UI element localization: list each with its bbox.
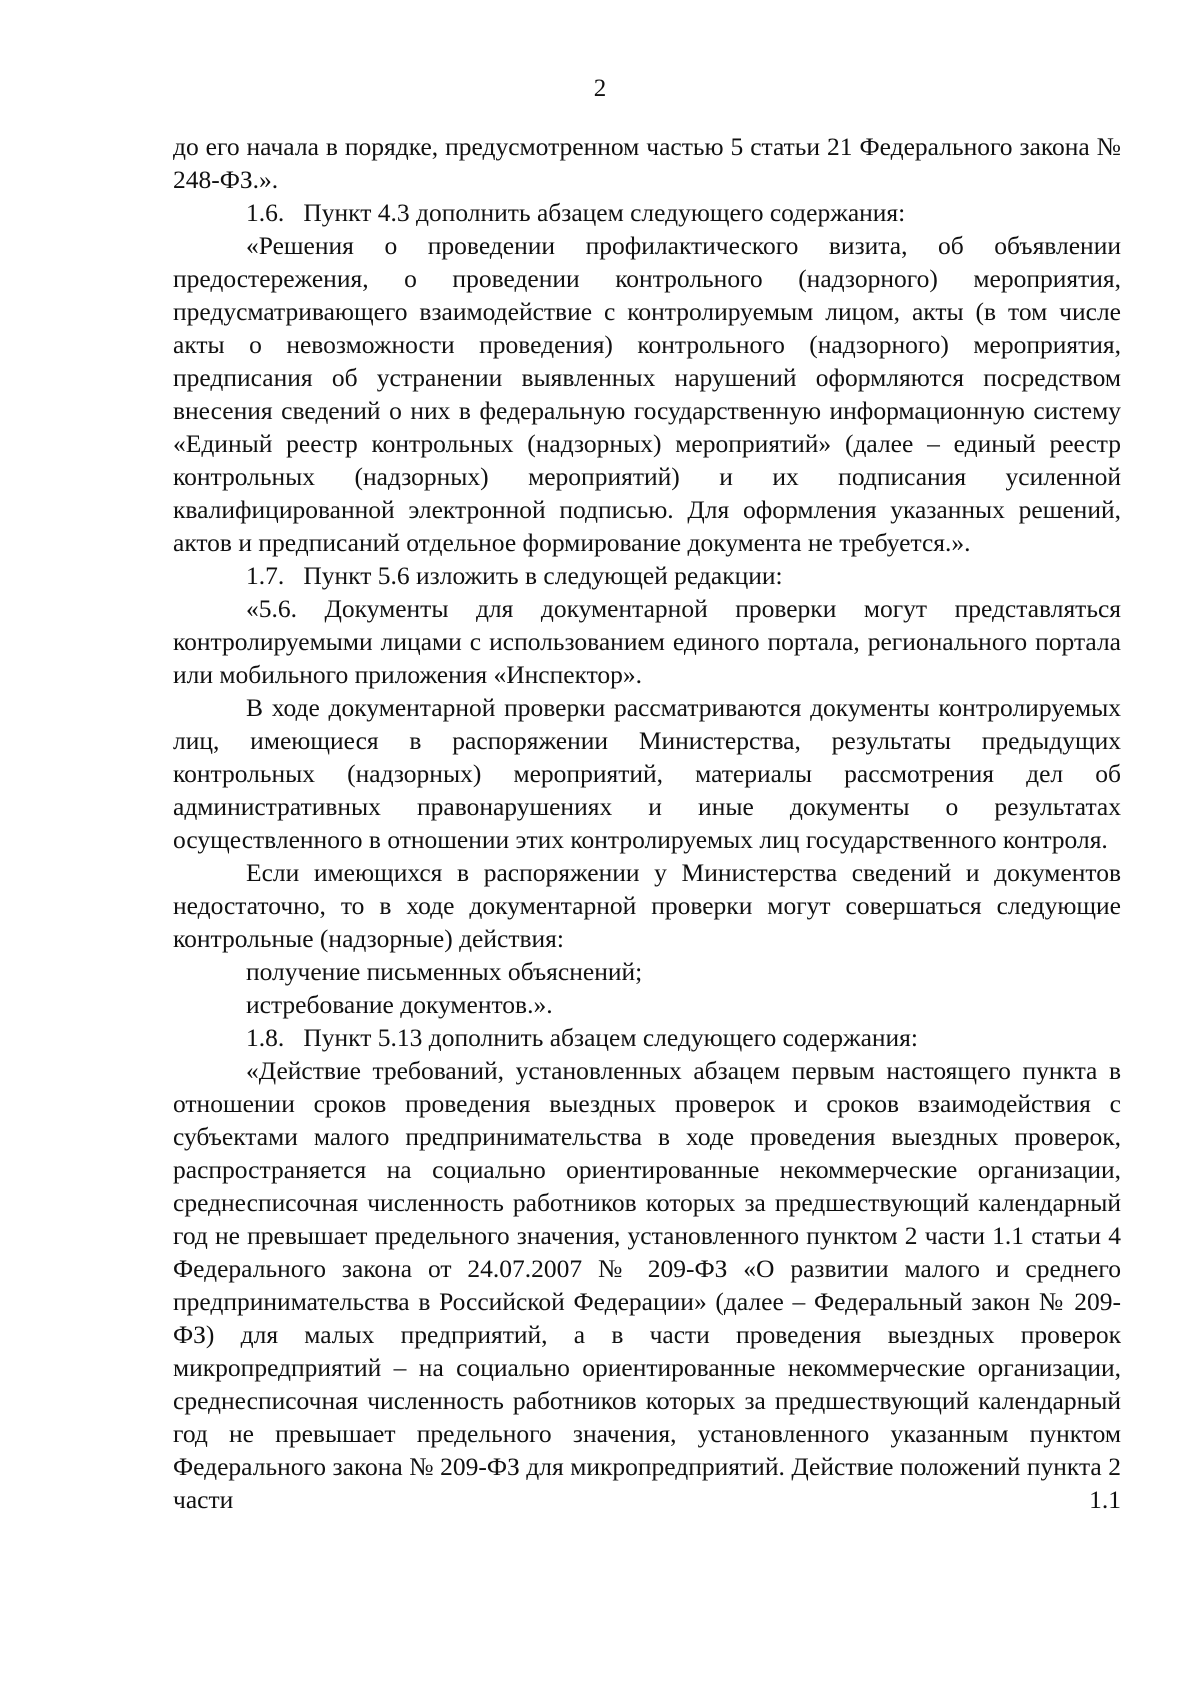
paragraph-insufficient-documents: Если имеющихся в распоряжении у Министерства сведений и документов недостаточно, то в ходе документарной проверки могут совершаться следующие контрольные (надзорные) действия: [173,858,1121,953]
page-number: 2 [593,75,607,102]
paragraph-documentary-review: В ходе документарной проверки рассматриваются документы контролируемых лиц, имеющиеся в распоряжении Министерства, результаты предыдущих контрольных (надзорных) мероприятий, материалы рассмотрения дел об административных правонарушениях и иные документы о результатах осуществленного в отношении этих контролируемых лиц государственного контроля. [173,693,1121,854]
paragraph-continuation: до его начала в порядке, предусмотренном частью 5 статьи 21 Федерального закона № 248-ФЗ.». [173,132,1121,194]
list-item-documents-request: истребование документов.». [246,990,553,1019]
paragraph-item-1-7: 1.7. Пункт 5.6 изложить в следующей редакции: [246,561,783,590]
paragraph-item-1-6: 1.6. Пункт 4.3 дополнить абзацем следующего содержания: [246,198,906,227]
document-body [173,130,1121,1516]
paragraph-quote-5-6: «5.6. Документы для документарной проверки могут представляться контролируемыми лицами с использованием единого портала, регионального портала или мобильного приложения «Инспектор». [173,594,1121,689]
list-item-explanations: получение письменных объяснений; [246,957,643,986]
paragraph-quote-4-3: «Решения о проведении профилактического визита, об объявлении предостережения, о проведении контрольного (надзорного) мероприятия, предусматривающего взаимодействие с контролируемым лицом, акты (в том числе акты о невозможности проведения) контрольного (надзорного) мероприятия, предписания об устранении выявленных нарушений оформляются посредством внесения сведений о них в федеральную государственную информационную систему «Единый реестр контрольных (надзорных) мероприятий» (далее – единый реестр контрольных (надзорных) мероприятий) и их подписания усиленной квалифицированной электронной подписью. Для оформления указанных решений, актов и предписаний отдельное формирование документа не требуется.». [173,231,1121,557]
paragraph-quote-5-13: «Действие требований, установленных абзацем первым настоящего пункта в отношении сроков проведения выездных проверок и сроков взаимодействия с субъектами малого предпринимательства в ходе проведения выездных проверок, распространяется на социально ориентированные некоммерческие организации, среднесписочная численность работников которых за предшествующий календарный год не превышает предельного значения, установленного пунктом 2 части 1.1 статьи 4 Федерального закона от 24.07.2007 № 209-ФЗ «О развитии малого и среднего предпринимательства в Российской Федерации» (далее – Федеральный закон № 209-ФЗ) для малых предприятий, а в части проведения выездных проверок микропредприятий – на социально ориентированные некоммерческие организации, среднесписочная численность работников которых за предшествующий календарный год не превышает предельного значения, установленного указанным пунктом Федерального закона № 209-ФЗ для микропредприятий. Действие положений пункта 2 части 1.1 [173,1056,1121,1514]
paragraph-item-1-8: 1.8. Пункт 5.13 дополнить абзацем следующего содержания: [246,1023,918,1052]
